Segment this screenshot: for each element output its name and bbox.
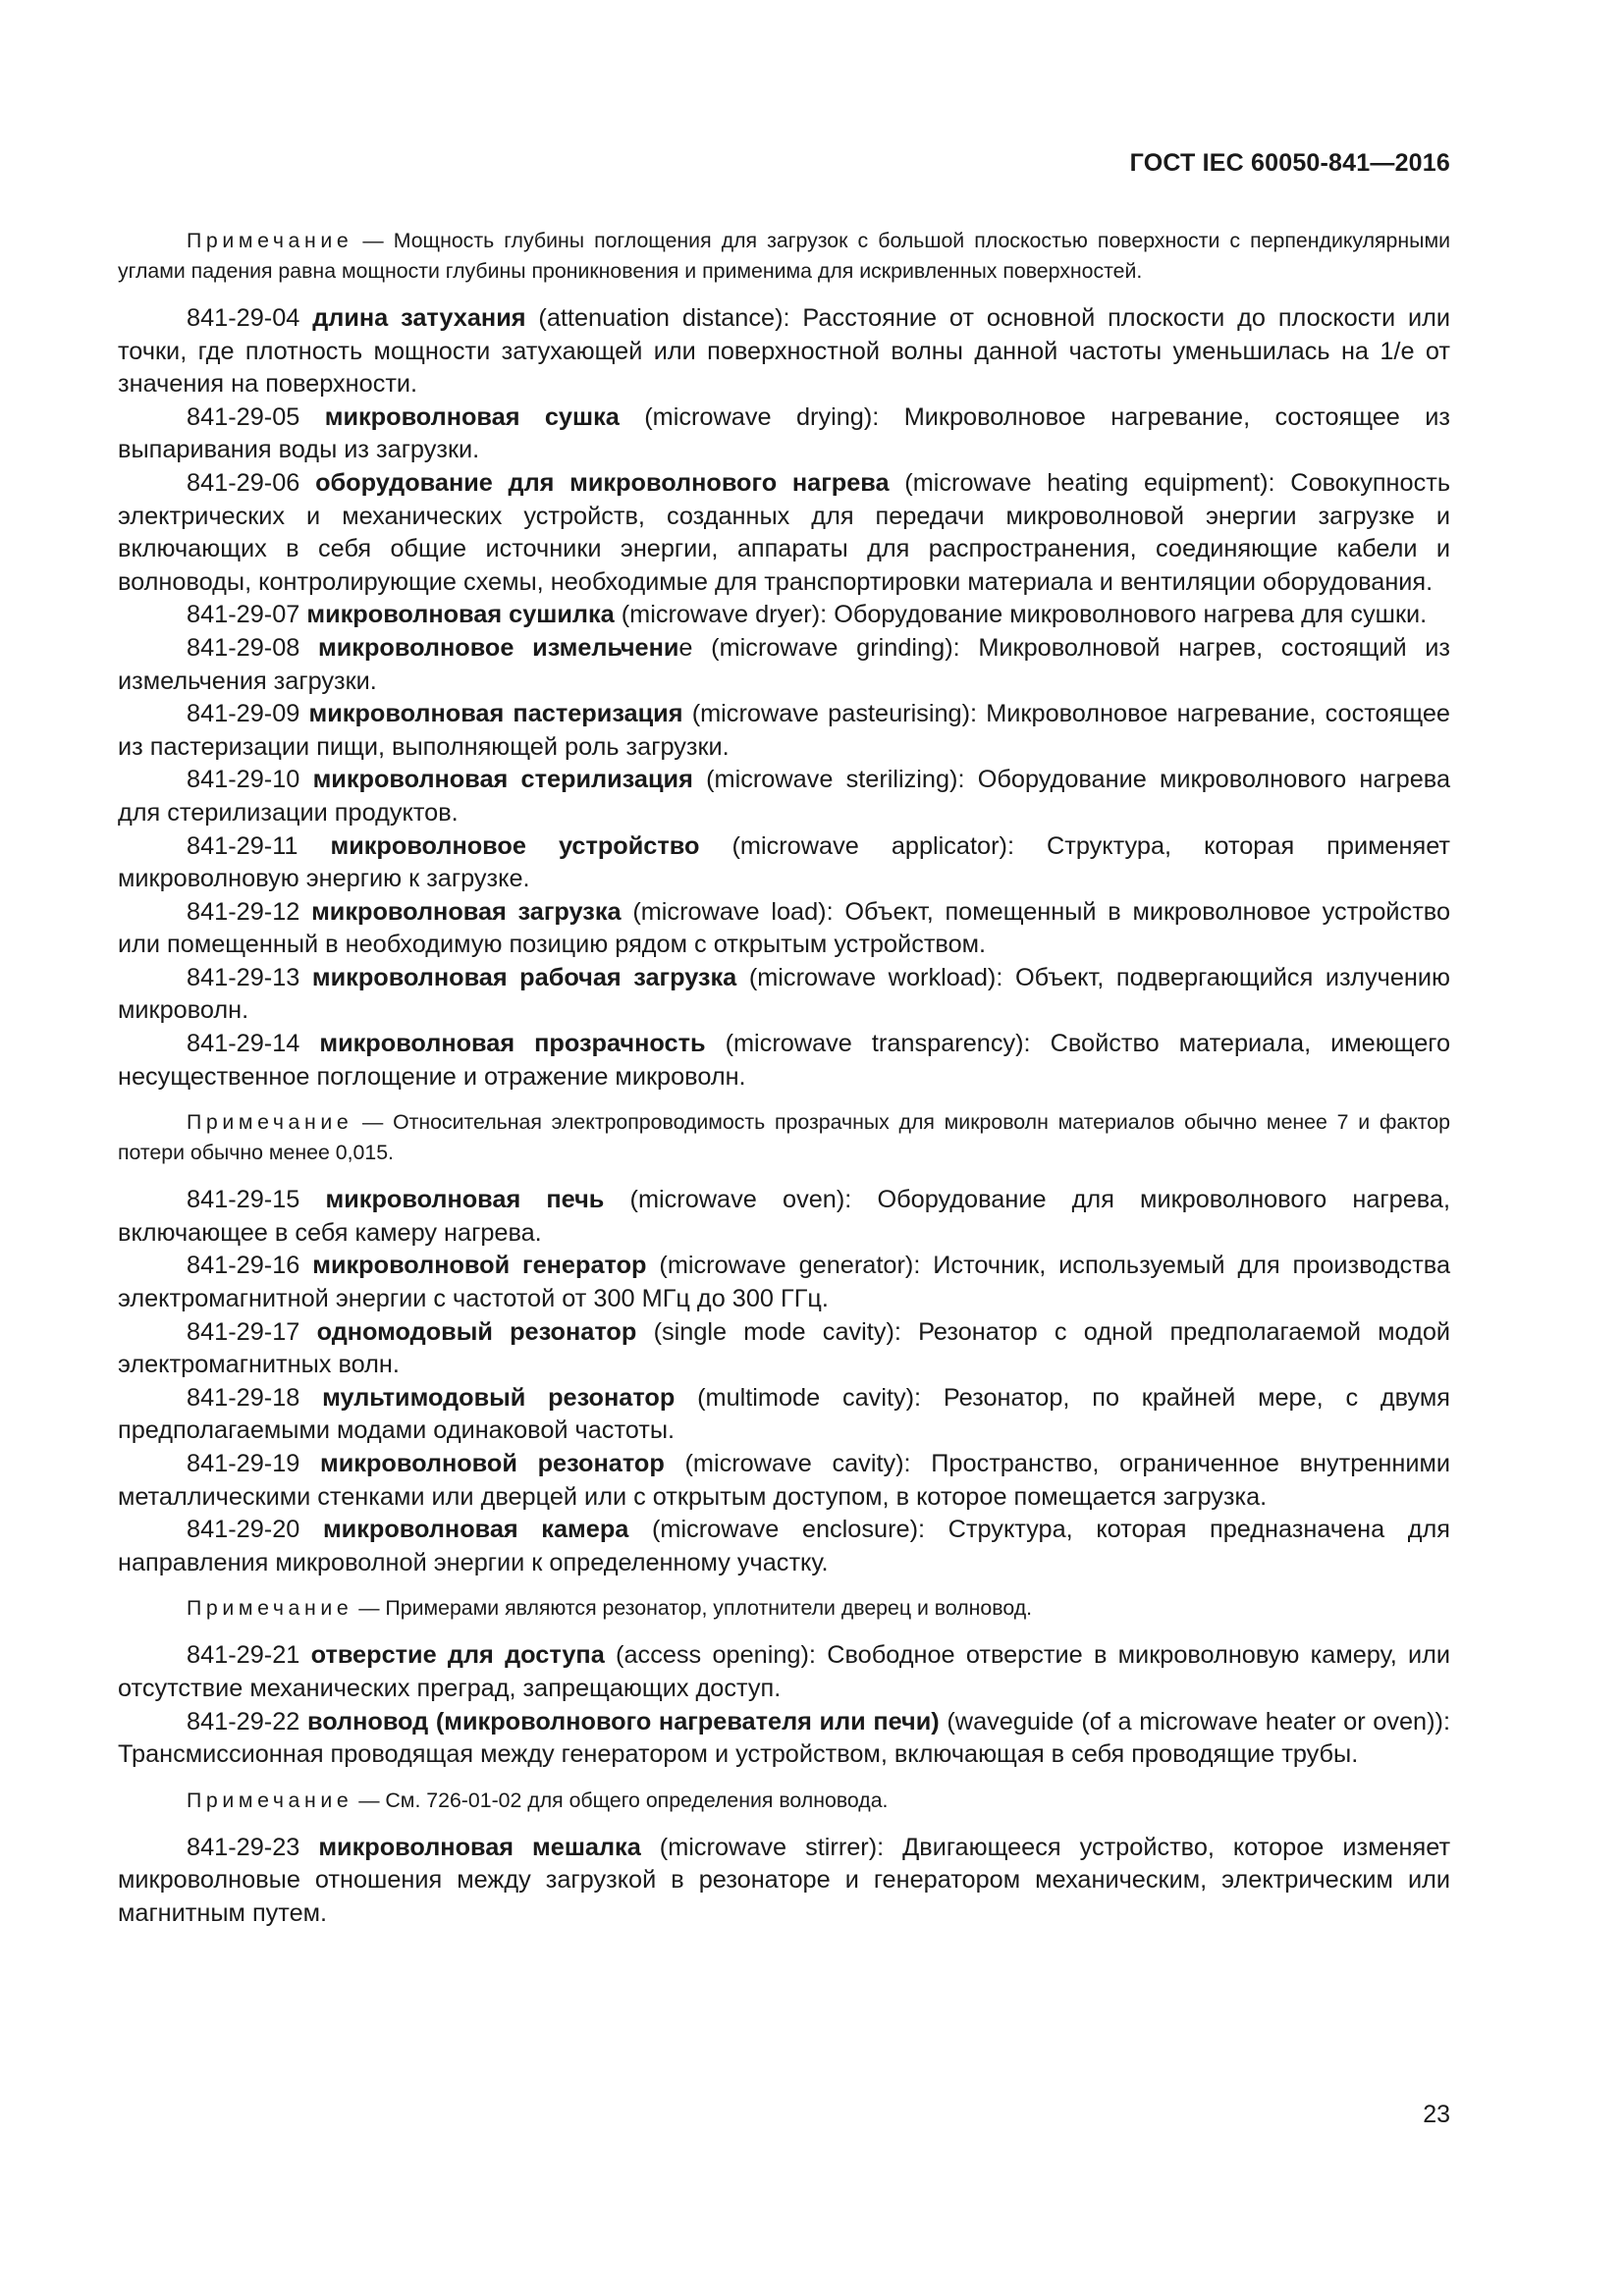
entry-number: 841-29-15 (187, 1186, 300, 1214)
entry-number: 841-29-22 (187, 1707, 300, 1735)
entry-841-29-10 (118, 764, 1450, 829)
entry-definition: (microwave heating equipment): Совокупность электрических и механических устройств, созданных для передачи микроволновой энергии загрузке и включающих в себя общие источники энергии, аппараты для распространения, соединяющие кабели и волноводы, контролирующие схемы, необходимые для транспортировки материала и вентиляции оборудования. (118, 468, 1451, 596)
entry-number: 841-29-12 (187, 897, 300, 926)
entry-841-29-09 (118, 698, 1450, 764)
entry-definition: (microwave cavity): Пространство, ограниченное внутренними металлическими стенками или дверцей или с открытым доступом, в которое помещается загрузка. (118, 1450, 1450, 1511)
note-text: — См. 726-01-02 для общего определения волновода. (358, 1788, 889, 1812)
note-4 (118, 1786, 1450, 1816)
entry-term: микроволновая стерилизация (312, 766, 693, 794)
entry-number: 841-29-07 (187, 601, 300, 629)
note-1 (118, 226, 1450, 287)
entry-number: 841-29-18 (187, 1383, 300, 1412)
entry-term: микроволновая рабочая загрузка (311, 963, 737, 991)
entry-841-29-18 (118, 1382, 1450, 1448)
entry-841-29-14 (118, 1028, 1450, 1094)
entry-841-29-20 (118, 1514, 1450, 1579)
entry-841-29-22 (118, 1706, 1450, 1772)
page-number: 23 (1423, 2101, 1450, 2128)
entry-number: 841-29-21 (187, 1641, 300, 1670)
entry-term: микроволновая сушилка (306, 601, 615, 629)
entry-definition: (microwave enclosure): Структура, которая предназначена для направления микроволной энергии к определенному участку. (118, 1516, 1451, 1576)
entry-term: мультимодовый резонатор (322, 1383, 676, 1412)
entry-number: 841-29-11 (187, 831, 298, 860)
entry-term: оборудование для микроволнового нагрева (315, 468, 890, 497)
entry-definition: (single mode cavity): Резонатор с одной предполагаемой модой электромагнитных волн. (118, 1317, 1451, 1379)
entry-term: микроволновая мешалка (318, 1833, 641, 1861)
entry-number: 841-29-19 (187, 1450, 300, 1477)
entry-841-29-08 (118, 632, 1450, 698)
entry-841-29-05 (118, 401, 1450, 467)
entry-number: 841-29-16 (187, 1252, 300, 1280)
entry-definition: (microwave stirrer): Двигающееся устройство, которое изменяет микроволновые отношения между загрузкой в резонаторе и генератором механическим, электрическим или магнитным путем. (118, 1833, 1451, 1927)
entry-841-29-13 (118, 962, 1450, 1028)
entry-term: микроволновая камера (322, 1516, 629, 1544)
entry-number: 841-29-23 (187, 1833, 300, 1861)
note-text: — Мощность глубины поглощения для загрузок с большой плоскостью поверхности с перпендикулярными углами падения равна мощности глубины проникновения и применима для искривленных поверхностей. (118, 229, 1450, 283)
note-label: Примечание (187, 1110, 353, 1135)
entry-definition: (microwave transparency): Свойство материала, имеющего несущественное поглощение и отражение микроволн. (118, 1030, 1451, 1091)
entry-definition: (microwave applicator): Структура, которая применяет микроволновую энергию к загрузке. (118, 831, 1451, 893)
document-body (118, 226, 1450, 1931)
entry-definition: (microwave dryer): Оборудование микроволнового нагрева для сушки. (621, 601, 1428, 629)
entry-841-29-19 (118, 1448, 1450, 1514)
entry-term: микроволновое устройство (330, 831, 700, 860)
entry-number: 841-29-17 (187, 1317, 300, 1346)
entry-definition: (microwave pasteurising): Микроволновое нагревание, состоящее из пастеризации пищи, выполняющей роль загрузки. (118, 700, 1450, 761)
entry-term: волновод (микроволнового нагревателя или печи) (306, 1707, 940, 1735)
entry-841-29-04 (118, 302, 1450, 401)
entry-definition: (attenuation distance): Расстояние от основной плоскости до плоскости или точки, где плотность мощности затухающей или поверхностной волны данной частоты уменьшилась на 1/е от значения на поверхности. (118, 304, 1450, 399)
entry-841-29-21 (118, 1639, 1450, 1705)
entry-definition: е (microwave grinding): Микроволновой нагрев, состоящий из измельчения загрузки. (118, 633, 1451, 695)
entry-definition: (access opening): Свободное отверстие в микроволновую камеру, или отсутствие механических преград, запрещающих доступ. (118, 1641, 1451, 1702)
entry-841-29-06 (118, 467, 1450, 599)
standard-header: ГОСТ IEC 60050-841—2016 (1129, 149, 1450, 177)
entry-841-29-07 (118, 599, 1450, 632)
note-label: Примечание (187, 229, 353, 252)
note-label: Примечание (187, 1788, 353, 1812)
note-2 (118, 1107, 1450, 1168)
entry-number: 841-29-05 (187, 402, 300, 431)
entry-definition: (microwave workload): Объект, подвергающийся излучению микроволн. (118, 963, 1451, 1025)
entry-term: длина затухания (312, 304, 526, 332)
entry-definition: (microwave drying): Микроволновое нагревание, состоящее из выпаривания воды из загрузки. (118, 402, 1451, 464)
entry-term: микроволновое измельчени (318, 633, 679, 662)
entry-number: 841-29-09 (187, 700, 300, 728)
note-text: — Примерами являются резонатор, уплотнители дверец и волновод. (358, 1596, 1033, 1621)
entry-term: микроволновая печь (325, 1186, 605, 1214)
entry-number: 841-29-08 (187, 633, 300, 662)
entry-841-29-16 (118, 1250, 1450, 1315)
entry-term: одномодовый резонатор (316, 1317, 637, 1346)
entry-number: 841-29-04 (187, 304, 300, 332)
entry-definition: (waveguide (of a microwave heater or oven)): Трансмиссионная проводящая между генератором и устройством, включающая в себя проводящие трубы. (118, 1707, 1450, 1769)
entry-term: отверстие для доступа (310, 1641, 605, 1670)
entry-term: микроволновой генератор (312, 1252, 647, 1280)
entry-term: микроволновая сушка (324, 402, 620, 431)
entry-number: 841-29-06 (187, 468, 300, 497)
entry-number: 841-29-10 (187, 766, 300, 794)
entry-definition: (microwave load): Объект, помещенный в микроволновое устройство или помещенный в необходимую позицию рядом с открытым устройством. (118, 897, 1451, 959)
entry-841-29-12 (118, 896, 1450, 962)
entry-definition: (multimode cavity): Резонатор, по крайней мере, с двумя предполагаемыми модами одинаковой частоты. (118, 1383, 1450, 1445)
entry-definition: (microwave generator): Источник, используемый для производства электромагнитной энергии с частотой от 300 МГц до 300 ГГц. (118, 1252, 1451, 1313)
entry-definition: (microwave oven): Оборудование для микроволнового нагрева, включающее в себя камеру нагрева. (118, 1186, 1451, 1247)
entry-number: 841-29-13 (187, 963, 300, 991)
entry-841-29-23 (118, 1832, 1450, 1931)
note-label: Примечание (187, 1596, 353, 1621)
entry-841-29-11 (118, 830, 1450, 896)
entry-definition: (microwave sterilizing): Оборудование микроволнового нагрева для стерилизации продуктов. (118, 766, 1451, 827)
entry-number: 841-29-20 (187, 1516, 300, 1544)
entry-841-29-15 (118, 1184, 1450, 1250)
note-text: — Относительная электропроводимость прозрачных для микроволн материалов обычно менее 7 и фактор потери обычно менее 0,015. (118, 1110, 1450, 1165)
entry-term: микроволновая пастеризация (308, 700, 683, 728)
entry-term: микроволновая загрузка (311, 897, 622, 926)
entry-number: 841-29-14 (187, 1030, 300, 1058)
note-3 (118, 1593, 1450, 1624)
entry-841-29-17 (118, 1316, 1450, 1382)
entry-term: микроволновой резонатор (320, 1450, 665, 1477)
entry-term: микроволновая прозрачность (319, 1030, 706, 1058)
